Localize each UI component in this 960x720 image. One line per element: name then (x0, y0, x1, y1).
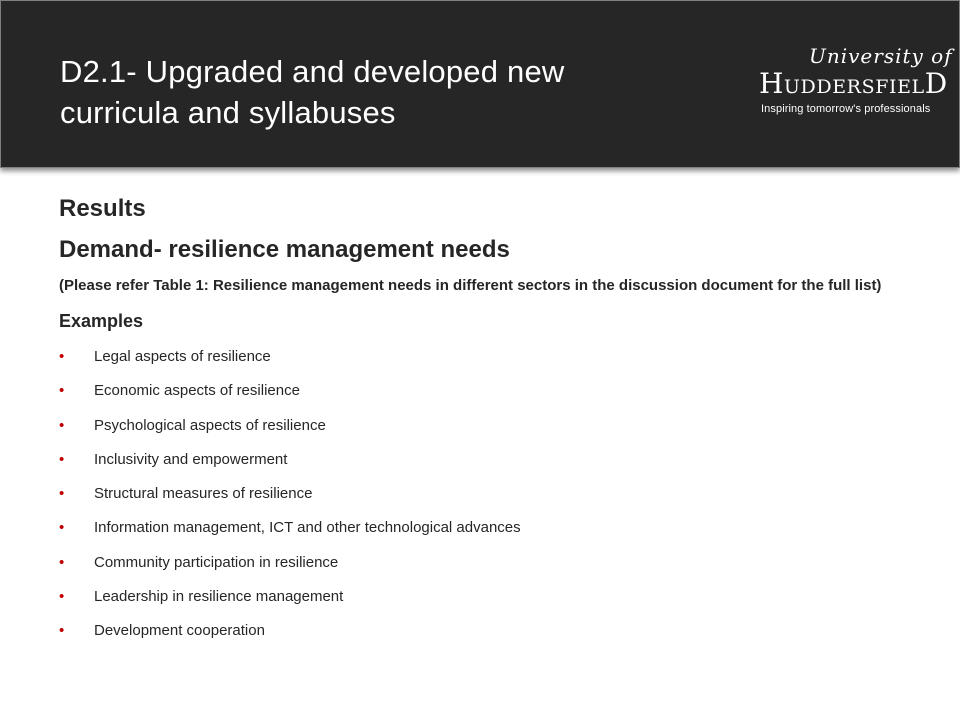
bullet-icon: • (59, 450, 65, 468)
list-item (59, 347, 899, 381)
header-bar (0, 0, 960, 168)
list-item-label: Inclusivity and empowerment (94, 450, 288, 468)
bullet-icon: • (59, 588, 65, 606)
slide-title (60, 51, 700, 133)
examples-list (59, 347, 899, 656)
logo-tagline: Inspiring tomorrow's professionals (761, 103, 931, 115)
examples-heading: Examples (59, 311, 144, 331)
logo-university-of: University of (809, 44, 953, 68)
list-item (59, 621, 899, 655)
bullet-icon: • (59, 553, 65, 571)
list-item (59, 381, 899, 415)
bullet-icon: • (59, 485, 65, 503)
demand-heading: Demand- resilience management needs (59, 236, 510, 263)
list-item (59, 518, 899, 552)
reference-note: (Please refer Table 1: Resilience management needs in different sectors in the discussion document for the full list) (59, 277, 882, 294)
slide-body (59, 190, 899, 656)
list-item-label: Community participation in resilience (94, 553, 339, 571)
list-item (59, 553, 899, 587)
list-item-label: Development cooperation (94, 622, 265, 640)
logo-huddersfield (759, 69, 948, 102)
bullet-icon: • (59, 382, 65, 400)
logo-huddersfield-rest: UDDERSFIEL (783, 76, 925, 98)
logo-huddersfield-final: D (924, 67, 948, 100)
list-item-label: Leadership in resilience management (94, 588, 344, 606)
bullet-icon: • (59, 416, 65, 434)
list-item (59, 450, 899, 484)
bullet-icon: • (59, 348, 65, 365)
list-item-label: Economic aspects of resilience (94, 382, 300, 400)
list-item (59, 587, 899, 621)
list-item-label: Information management, ICT and other technological advances (94, 519, 521, 537)
list-item-label: Structural measures of resilience (94, 485, 313, 503)
bullet-icon: • (59, 622, 65, 640)
bullet-icon: • (59, 519, 65, 537)
slide-title-line-1: D2.1- Upgraded and developed new (60, 54, 565, 89)
list-item-label: Legal aspects of resilience (94, 348, 271, 365)
list-item (59, 484, 899, 518)
slide-title-line-2: curricula and syllabuses (60, 95, 396, 130)
list-item (59, 416, 899, 450)
list-item-label: Psychological aspects of resilience (94, 416, 326, 434)
logo-huddersfield-initial: H (759, 67, 784, 100)
results-heading: Results (59, 195, 146, 222)
